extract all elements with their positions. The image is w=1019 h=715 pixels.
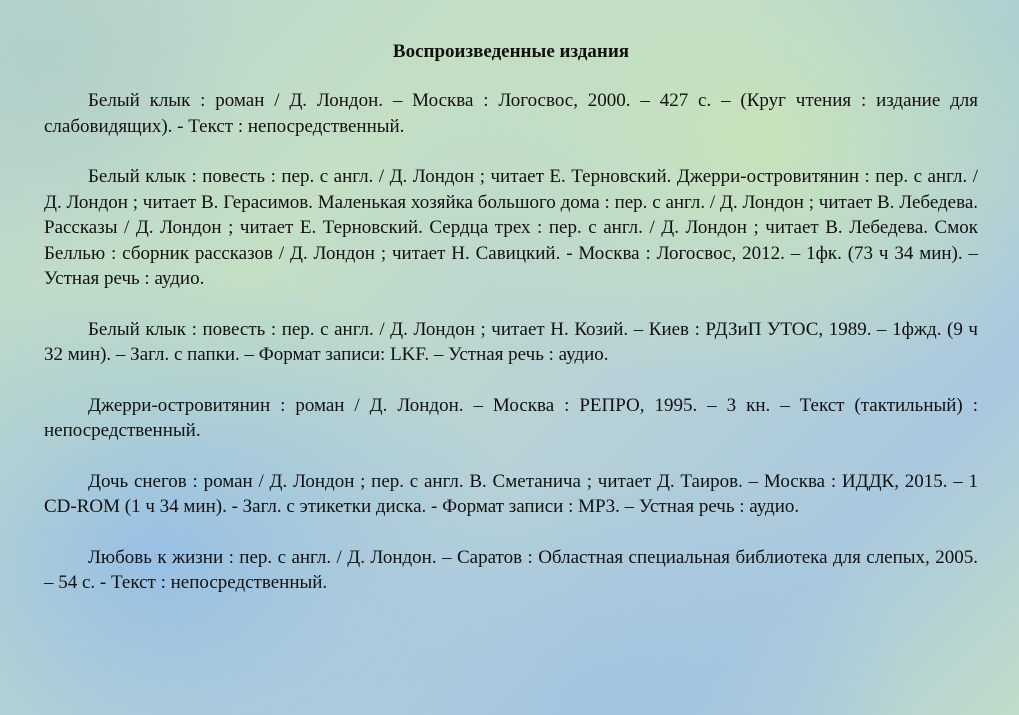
bibliography-entry: Джерри-островитянин : роман / Д. Лондон. – Москва : РЕПРО, 1995. – 3 кн. – Текст (тактильный) : непосредственный. xyxy=(44,394,978,441)
document-title: Воспроизведенные издания xyxy=(392,41,630,62)
bibliography-entry: Дочь снегов : роман / Д. Лондон ; пер. с англ. В. Сметанича ; читает Д. Таиров. – Москва : ИДДК, 2015. – 1 CD-ROM (1 ч 34 мин). - Загл. с этикетки диска. - Формат записи : MP3. – Устная речь : аудио. xyxy=(44,470,978,517)
bibliography-entry: Белый клык : роман / Д. Лондон. – Москва : Логосвос, 2000. – 427 с. – (Круг чтения : издание для слабовидящих). - Текст : непосредственный. xyxy=(44,90,978,137)
bibliography-entry: Белый клык : повесть : пер. с англ. / Д. Лондон ; читает Е. Терновский. Джерри-островитянин : пер. с англ. / Д. Лондон ; читает В. Герасимов. Маленькая хозяйка большого дома : пер. с англ. / Д. Лондон ; читает В. Лебедева. Рассказы / Д. Лондон ; читает Е. Терновский. Сердца трех : пер. с англ. / Д. Лондон ; читает В. Лебедева. Смок Беллью : сборник рассказов / Д. Лондон ; читает Н. Савицкий. - Москва : Логосвос, 2012. – 1фк. (73 ч 34 мин). – Устная речь : аудио. xyxy=(44,166,978,289)
bibliography-entry: Белый клык : повесть : пер. с англ. / Д. Лондон ; читает Н. Козий. – Киев : РДЗиП УТОС, 1989. – 1фжд. (9 ч 32 мин). – Загл. с папки. – Формат записи: LKF. – Устная речь : аудио. xyxy=(44,318,978,365)
bibliography-entry: Любовь к жизни : пер. с англ. / Д. Лондон. – Саратов : Областная специальная библиотека для слепых, 2005. – 54 с. - Текст : непосредственный. xyxy=(44,546,978,593)
document-page xyxy=(44,40,978,621)
